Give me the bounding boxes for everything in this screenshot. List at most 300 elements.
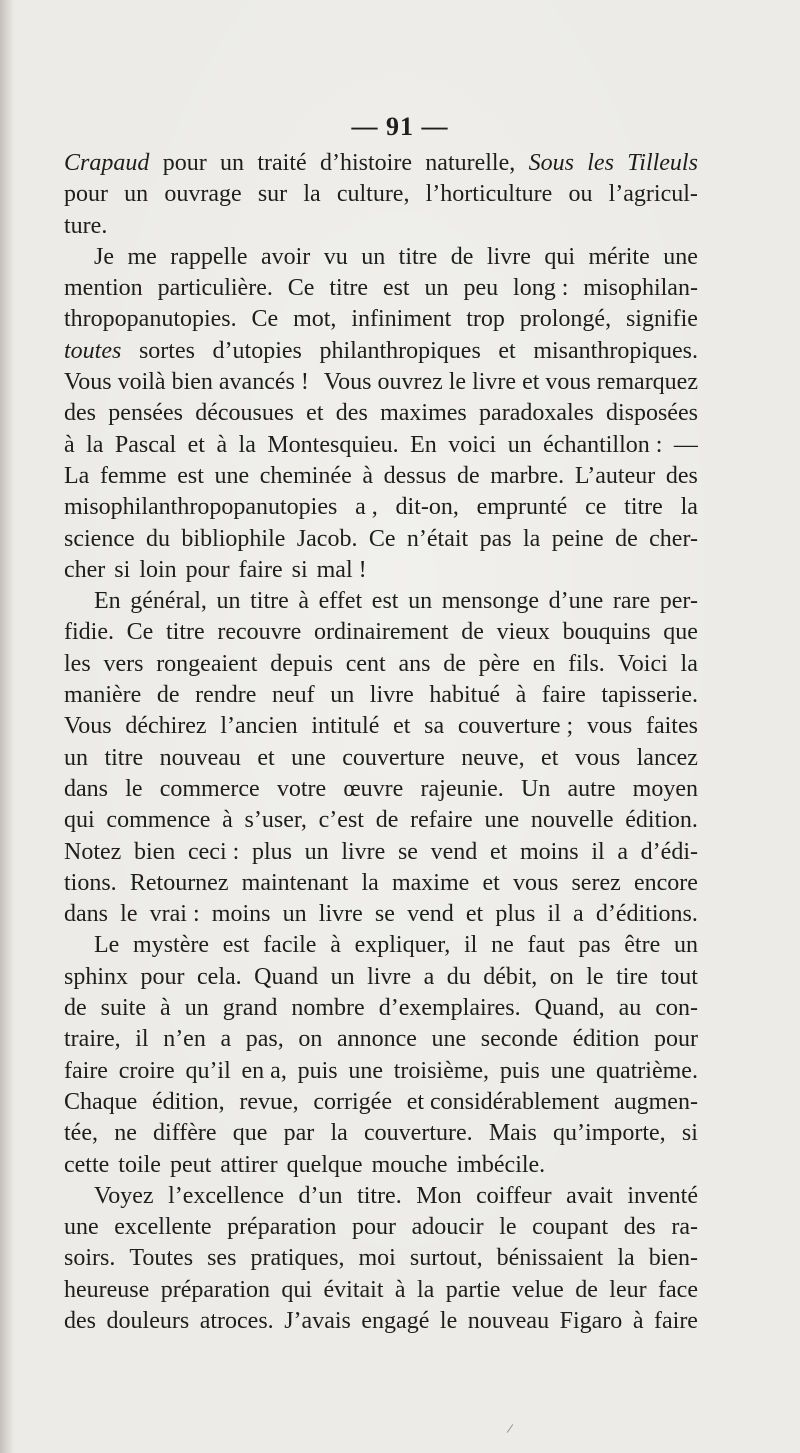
- word: la: [303, 181, 321, 208]
- word: avoir: [260, 243, 311, 270]
- word: une: [663, 243, 698, 270]
- word: troisième,: [393, 1057, 490, 1084]
- word: d’éditions.: [595, 901, 698, 928]
- word: la: [86, 431, 104, 458]
- text-line: [64, 1181, 698, 1212]
- word: sa: [424, 713, 445, 740]
- word: si: [681, 1120, 698, 1147]
- word: il: [547, 901, 561, 928]
- word: un: [282, 901, 307, 928]
- word: à: [298, 588, 310, 615]
- word: Je: [94, 243, 114, 270]
- word: prolongé,: [519, 306, 612, 333]
- word: expliquer,: [354, 932, 451, 959]
- word: disposées: [605, 400, 698, 427]
- word: neuve,: [461, 744, 525, 771]
- word: le: [120, 901, 138, 928]
- word: et: [306, 400, 324, 427]
- word: une: [64, 1214, 99, 1241]
- word: titre: [329, 275, 369, 302]
- text-line: [64, 930, 698, 961]
- word: et: [498, 337, 516, 364]
- word: excellente: [114, 1214, 212, 1241]
- word: tout: [660, 963, 698, 990]
- word: faites: [645, 713, 698, 740]
- text-line: [64, 336, 698, 367]
- word: En: [410, 431, 437, 458]
- word: il: [464, 932, 478, 959]
- word: bénissaient: [496, 1245, 604, 1272]
- word: de: [443, 650, 466, 677]
- word: coiffeur: [476, 1182, 552, 1209]
- word: Retournez: [129, 869, 229, 896]
- word: adoucir: [411, 1214, 484, 1241]
- word: me: [127, 243, 157, 270]
- word: peine: [551, 525, 604, 552]
- word: pour: [162, 150, 207, 176]
- word: loin: [139, 556, 177, 583]
- word: pour: [64, 181, 108, 208]
- word: atroces.: [199, 1307, 274, 1334]
- word: pour: [653, 1026, 698, 1053]
- word: con-: [655, 995, 698, 1022]
- word: à: [216, 431, 228, 458]
- word: le: [586, 963, 604, 990]
- word: s’user,: [244, 807, 307, 834]
- word: puis: [499, 1057, 540, 1084]
- word: un: [408, 588, 433, 615]
- word: être: [624, 932, 661, 959]
- word: est: [371, 588, 399, 615]
- word: imbécile.: [456, 1151, 546, 1178]
- word: vrai :: [149, 901, 200, 928]
- word: ans: [398, 650, 431, 677]
- text-line: [64, 1275, 698, 1306]
- word: tée,: [64, 1120, 98, 1147]
- word: suite: [100, 995, 146, 1022]
- word: vend: [430, 838, 478, 865]
- word: habitué: [429, 682, 500, 709]
- word: fidie.: [64, 619, 114, 646]
- word: Crapaud: [64, 150, 150, 176]
- word: du: [146, 525, 171, 552]
- word: et: [257, 744, 275, 771]
- text-line: [64, 1118, 698, 1149]
- word: Quand: [254, 963, 319, 990]
- word: maximes: [380, 400, 467, 427]
- word: ceci :: [187, 838, 240, 865]
- word: pour: [185, 556, 230, 583]
- word: si: [291, 556, 308, 583]
- word: culture,: [336, 181, 410, 208]
- word: à: [64, 431, 75, 458]
- word: n’en: [163, 1026, 206, 1053]
- word: titre: [398, 243, 438, 270]
- word: revue,: [239, 1088, 299, 1115]
- word: tapisserie.: [601, 682, 698, 709]
- word: Voyez: [94, 1182, 154, 1209]
- text-line: [64, 242, 698, 273]
- word: d’exemplaires.: [378, 995, 521, 1022]
- word: sortes: [138, 337, 195, 364]
- word: velue: [511, 1276, 564, 1303]
- word: sphinx: [64, 963, 129, 990]
- text-line: [64, 711, 698, 742]
- word: titre.: [357, 1182, 402, 1209]
- word: de: [450, 243, 474, 270]
- word: la: [617, 1245, 635, 1272]
- text-line: [64, 148, 698, 179]
- word: à: [160, 995, 171, 1022]
- word: vous: [586, 713, 633, 740]
- word: de: [64, 995, 87, 1022]
- word: ses: [207, 1245, 237, 1272]
- text-line: [64, 868, 698, 899]
- word: Tilleuls: [627, 150, 698, 176]
- word: a: [423, 963, 435, 990]
- word: leur: [609, 1276, 647, 1303]
- word: ture.: [64, 212, 108, 239]
- word: augmen-: [613, 1088, 698, 1115]
- word: un: [124, 181, 149, 208]
- word: mention: [64, 275, 143, 302]
- word: Montesquieu.: [267, 431, 399, 458]
- word: de: [461, 619, 484, 646]
- word: par: [283, 1120, 315, 1147]
- word: pas,: [245, 1026, 284, 1053]
- word: mal !: [316, 556, 367, 583]
- word: des: [64, 1307, 96, 1334]
- word: en a,: [241, 1057, 287, 1084]
- word: faire: [541, 682, 586, 709]
- word: Sous: [528, 150, 574, 176]
- word: préparation: [160, 1276, 270, 1303]
- page-number: — 91 —: [351, 112, 449, 141]
- word: moi: [358, 1245, 396, 1272]
- word: faut: [527, 932, 565, 959]
- word: puis: [297, 1057, 338, 1084]
- word: L’auteur: [574, 462, 656, 489]
- word: livre: [318, 901, 363, 928]
- word: faire: [64, 1057, 108, 1084]
- word: inventé: [627, 1182, 698, 1209]
- word: pratiques,: [250, 1245, 345, 1272]
- word: marbre.: [490, 462, 565, 489]
- word: la: [680, 650, 698, 677]
- word: un: [424, 275, 449, 302]
- word: sur: [257, 181, 288, 208]
- word: effet: [318, 588, 363, 615]
- word: grand: [222, 995, 278, 1022]
- word: vu: [323, 243, 348, 270]
- word: et: [465, 901, 484, 928]
- word: misophilan-: [583, 275, 698, 302]
- word: rappelle: [170, 243, 248, 270]
- word: les: [64, 650, 91, 677]
- word: plus: [495, 901, 536, 928]
- word: Pascal: [114, 431, 177, 458]
- word: la: [417, 1276, 435, 1303]
- word: moins: [211, 901, 271, 928]
- word: particulière.: [157, 275, 273, 302]
- word: rare: [612, 588, 651, 615]
- word: —: [673, 431, 698, 458]
- word: plus: [251, 838, 292, 865]
- word: moins: [519, 838, 579, 865]
- word: se: [374, 901, 395, 928]
- word: Ce: [251, 306, 279, 333]
- word: emprunté: [476, 494, 568, 521]
- word: ne: [491, 932, 514, 959]
- word: Vous ouvrez le livre et vous remarquez: [323, 369, 698, 396]
- text-line: [64, 1150, 698, 1181]
- word: c’est: [318, 807, 364, 834]
- word: bouquins: [562, 619, 651, 646]
- word: refaire: [410, 807, 473, 834]
- stray-pen-mark: [507, 1424, 514, 1433]
- word: coupant: [532, 1214, 609, 1241]
- word: se: [397, 838, 418, 865]
- word: misophilanthropopanutopies: [64, 494, 338, 521]
- word: l’ancien: [220, 713, 298, 740]
- word: vend: [407, 901, 454, 928]
- word: tions.: [64, 869, 117, 896]
- text-line: [64, 555, 698, 586]
- word: La: [64, 462, 90, 489]
- word: décousues: [195, 400, 294, 427]
- word: tire: [616, 963, 649, 990]
- word: croire: [118, 1057, 175, 1084]
- word: le: [439, 1307, 458, 1334]
- word: d’utopies: [212, 337, 302, 364]
- word: l’agricul-: [608, 181, 698, 208]
- word: facile: [263, 932, 317, 959]
- word: signifie: [625, 306, 698, 333]
- word: et: [489, 838, 508, 865]
- word: mensonge: [441, 588, 539, 615]
- text-line: [64, 617, 698, 648]
- word: nouvelle: [530, 807, 614, 834]
- word: a ,: [355, 494, 378, 521]
- word: Vous: [64, 713, 112, 740]
- word: livre: [367, 963, 412, 990]
- word: de: [456, 462, 480, 489]
- word: que: [232, 1120, 268, 1147]
- word: dans: [64, 775, 108, 802]
- word: des: [64, 400, 96, 427]
- word: voici: [448, 431, 497, 458]
- word: une: [214, 462, 250, 489]
- word: la: [238, 431, 256, 458]
- word: intitulé: [311, 713, 380, 740]
- word: on: [298, 1026, 323, 1053]
- word: couverture ;: [457, 713, 574, 740]
- word: débit,: [483, 963, 538, 990]
- word: commence: [106, 807, 211, 834]
- word: cent: [345, 650, 386, 677]
- word: peu: [463, 275, 499, 302]
- word: la: [680, 494, 698, 521]
- word: un: [361, 243, 386, 270]
- word: vers: [103, 650, 144, 677]
- word: a: [573, 901, 584, 928]
- word: édition: [572, 1026, 640, 1053]
- word: Chaque: [64, 1088, 138, 1115]
- word: une: [348, 1057, 383, 1084]
- word: pas: [479, 525, 512, 552]
- word: une: [431, 1026, 467, 1053]
- word: l’horticulture: [425, 181, 553, 208]
- word: Ce: [368, 525, 396, 552]
- text-line: [64, 179, 698, 210]
- word: bien: [133, 838, 176, 865]
- word: ne: [114, 1120, 137, 1147]
- word: du: [446, 963, 471, 990]
- word: et: [482, 869, 500, 896]
- word: de: [575, 1276, 598, 1303]
- text-line: [64, 367, 698, 398]
- word: Figaro: [559, 1307, 623, 1334]
- word: neuf: [271, 682, 315, 709]
- word: qui: [64, 807, 95, 834]
- text-line: [64, 962, 698, 993]
- word: naturelle,: [425, 150, 516, 176]
- text-line: [64, 899, 698, 930]
- word: livre: [341, 838, 386, 865]
- word: Un: [520, 775, 551, 802]
- word: paradoxales: [479, 400, 594, 427]
- text-line: [64, 1243, 698, 1274]
- word: manière: [64, 682, 142, 709]
- text-line: [64, 680, 698, 711]
- word: la: [361, 869, 379, 896]
- text-line: [64, 1212, 698, 1243]
- word: ou: [568, 181, 593, 208]
- word: et considérablement: [406, 1088, 600, 1115]
- word: de: [615, 525, 638, 552]
- word: seconde: [480, 1026, 559, 1053]
- word: un: [304, 838, 329, 865]
- word: faire: [654, 1307, 698, 1334]
- word: il: [591, 838, 605, 865]
- word: à: [515, 682, 527, 709]
- word: père: [478, 650, 520, 677]
- word: une: [484, 807, 520, 834]
- word: la: [330, 1120, 348, 1147]
- word: Vous voilà bien avancés !: [64, 369, 309, 396]
- word: Mais: [488, 1120, 537, 1147]
- word: titre: [250, 588, 289, 615]
- word: le: [125, 775, 143, 802]
- text-line: [64, 273, 698, 304]
- word: commerce: [159, 775, 260, 802]
- word: trop: [466, 306, 505, 333]
- word: le: [499, 1214, 517, 1241]
- word: vous: [512, 869, 559, 896]
- word: Voici: [617, 650, 668, 677]
- word: quatrième.: [595, 1057, 698, 1084]
- text-line: [64, 1024, 698, 1055]
- word: pas: [578, 932, 611, 959]
- word: n’était: [406, 525, 469, 552]
- text-line: [64, 649, 698, 680]
- word: titre: [104, 744, 144, 771]
- text-line: [64, 1056, 698, 1087]
- word: qu’importe,: [553, 1120, 666, 1147]
- word: cheminée: [259, 462, 352, 489]
- word: cette: [64, 1151, 110, 1178]
- word: et: [187, 431, 205, 458]
- text-line: [64, 774, 698, 805]
- word: serez: [571, 869, 621, 896]
- word: philanthropiques: [319, 337, 481, 364]
- word: la: [523, 525, 541, 552]
- word: depuis: [270, 650, 333, 677]
- word: J’avais: [284, 1307, 351, 1334]
- word: un: [220, 150, 245, 176]
- word: des: [623, 1214, 656, 1241]
- text-line: [64, 211, 698, 242]
- word: infiniment: [351, 306, 452, 333]
- word: que: [663, 619, 698, 646]
- word: quelque: [286, 1151, 363, 1178]
- word: fils.: [568, 650, 605, 677]
- word: mot,: [293, 306, 337, 333]
- word: dans: [64, 901, 108, 928]
- word: dessus: [383, 462, 447, 489]
- text-line: [64, 398, 698, 429]
- text-line: [64, 430, 698, 461]
- word: à: [632, 1307, 644, 1334]
- word: un: [64, 744, 88, 771]
- word: évitait: [323, 1276, 384, 1303]
- text-line: [64, 461, 698, 492]
- word: ce: [585, 494, 607, 521]
- word: édition.: [625, 807, 698, 834]
- word: œuvre: [343, 775, 404, 802]
- word: couverture.: [364, 1120, 473, 1147]
- word: ouvrage: [164, 181, 242, 208]
- word: vieux: [496, 619, 550, 646]
- word: surtout,: [409, 1245, 483, 1272]
- word: livre: [486, 243, 531, 270]
- word: traité: [257, 150, 307, 176]
- word: partie: [445, 1276, 501, 1303]
- word: attirer: [220, 1151, 278, 1178]
- word: déchirez: [125, 713, 207, 740]
- word: de: [375, 807, 399, 834]
- word: soirs.: [64, 1245, 116, 1272]
- word: un: [330, 963, 355, 990]
- word: qu’il: [185, 1057, 231, 1084]
- word: faire: [238, 556, 283, 583]
- text-line: [64, 1306, 698, 1337]
- word: rongeaient: [156, 650, 258, 677]
- word: votre: [276, 775, 327, 802]
- word: En: [94, 588, 121, 615]
- word: les: [587, 150, 614, 176]
- word: pensées: [108, 400, 183, 427]
- page-edge-shadow: [0, 0, 14, 1453]
- word: misanthropiques.: [533, 337, 698, 364]
- word: on: [549, 963, 574, 990]
- word: pour: [140, 963, 185, 990]
- word: recouvre: [217, 619, 302, 646]
- word: à: [330, 932, 341, 959]
- word: avait: [566, 1182, 613, 1209]
- word: un: [507, 431, 532, 458]
- word: Mon: [416, 1182, 462, 1209]
